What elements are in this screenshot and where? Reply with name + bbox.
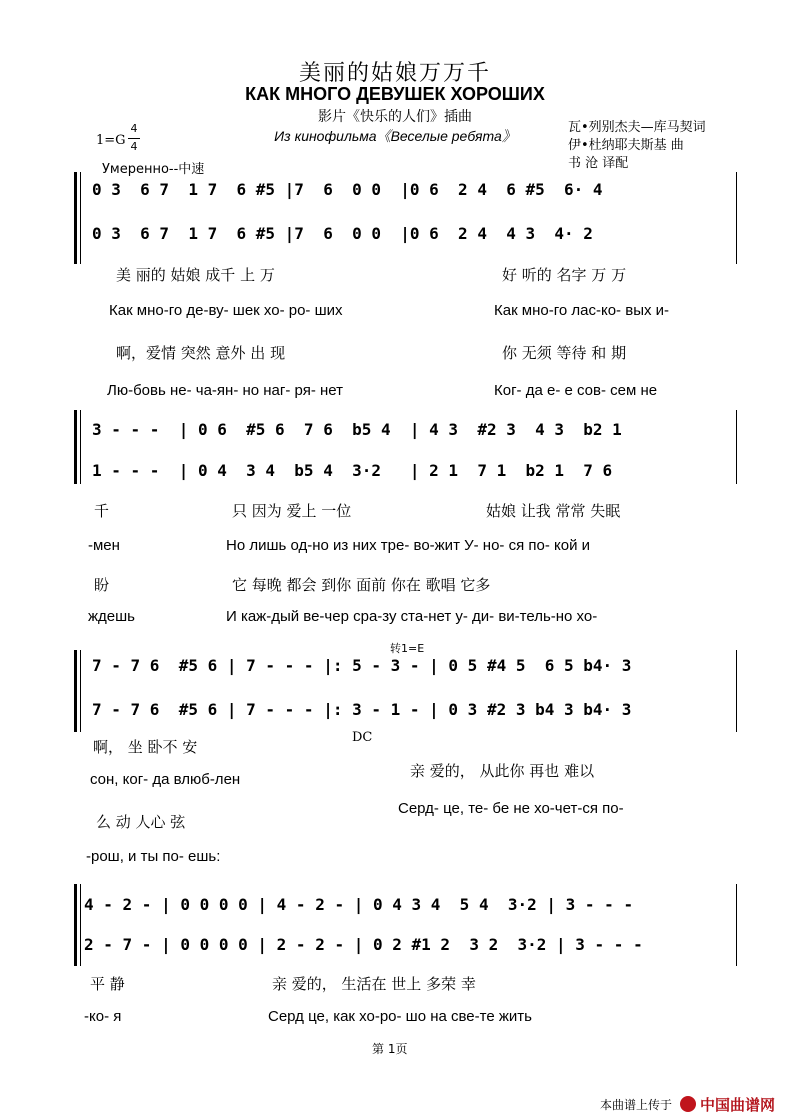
lyric-line: 盼	[94, 576, 110, 594]
lyric-line-russian: Серд- це, те- бе не хо-чет-ся по-	[398, 800, 624, 817]
upper-voice-notes: 4 - 2 - | 0 0 0 0 | 4 - 2 - | 0 4 3 4 5 4 3·2 | 3 - - -	[84, 895, 634, 914]
lyric-line: 它 每晚 都会 到你 面前 你在 歌唱 它多	[232, 576, 491, 594]
lyric-line: 啊， 坐 卧不 安	[93, 738, 198, 756]
lyric-line: 只 因为 爱上 一位	[232, 502, 352, 520]
lyric-line-russian: -ко- я	[84, 1008, 122, 1025]
key-signature: 1=G	[96, 133, 126, 148]
upper-voice-notes: 7 - 7 6 #5 6 | 7 - - - |: 5 - 3 - | 0 5 #4 5 6 5 b4· 3	[92, 656, 632, 675]
lyric-line: 平 静	[90, 975, 125, 993]
lyric-line: 你 无须 等待 和 期	[502, 344, 627, 362]
lyric-line: 千	[94, 502, 110, 520]
lyric-line-russian: Но лишь од-но из них тре- во-жит У- но- ся по- кой и	[226, 537, 590, 554]
lyric-line-russian: -мен	[88, 537, 120, 554]
system-bracket	[74, 410, 77, 484]
lyric-line-russian: ждешь	[88, 608, 135, 625]
modulation-marking: 转1=E	[390, 642, 425, 655]
da-capo-marking: DC	[352, 730, 373, 745]
lyric-line: 啊，爱情 突然 意外 出 现	[116, 344, 286, 362]
system-bracket	[74, 884, 77, 966]
lower-voice-notes: 7 - 7 6 #5 6 | 7 - - - |: 3 - 1 - | 0 3 #2 3 b4 3 b4· 3	[92, 700, 632, 719]
lyric-line-russian: И каж-дый ве-чер сра-зу ста-нет у- ди- ви-тель-но хо-	[226, 608, 598, 625]
lyric-line-russian: Ког- да е- е сов- сем не	[494, 382, 658, 399]
page-number: 第 1页	[372, 1042, 408, 1056]
lyric-line: 亲 爱的， 从此你 再也 难以	[410, 762, 595, 780]
site-logo-text: 中国曲谱网	[700, 1096, 776, 1114]
lyric-line: 好 听的 名字 万 万	[502, 266, 627, 284]
system-bracket	[74, 172, 77, 264]
lyric-line: 姑娘 让我 常常 失眠	[486, 502, 621, 520]
lyric-line-russian: Лю-бовь не- ча-ян- но наг- ря- нет	[107, 382, 343, 399]
time-signature-top: 4	[130, 122, 138, 135]
film-subtitle-chinese: 影片《快乐的人们》插曲	[318, 109, 472, 125]
lyric-line: 美 丽的 姑娘 成千 上 万	[116, 266, 275, 284]
lower-voice-notes: 0 3 6 7 1 7 6 #5 |7 6 0 0 |0 6 2 4 4 3 4· 2	[92, 224, 593, 243]
lyric-line-russian: сон, ког- да влюб-лен	[90, 771, 241, 788]
system-bracket	[74, 650, 77, 732]
song-title-chinese: 美丽的姑娘万万千	[298, 61, 491, 86]
lower-voice-notes: 1 - - - | 0 4 3 4 b5 4 3·2 | 2 1 7 1 b2 1 7 6	[92, 461, 613, 480]
lyric-line-russian: Как мно-го де-ву- шек хо- ро- ших	[109, 302, 343, 319]
lyric-line: 亲 爱的， 生活在 世上 多荣 幸	[272, 975, 476, 993]
lyric-line-russian: Как мно-го лас-ко- вых и-	[494, 302, 670, 319]
upper-voice-notes: 3 - - - | 0 6 #5 6 7 6 b5 4 | 4 3 #2 3 4 3 b2 1	[92, 420, 622, 439]
translator-credit: 书 沧 译配	[568, 156, 629, 171]
tempo-marking: Умеренно--中速	[102, 162, 205, 177]
time-signature-bottom: 4	[130, 140, 138, 153]
lower-voice-notes: 2 - 7 - | 0 0 0 0 | 2 - 2 - | 0 2 #1 2 3 2 3·2 | 3 - - -	[84, 935, 643, 954]
lyric-line-russian: Серд це, как хо-ро- шо на све-те жить	[268, 1008, 532, 1025]
upload-notice: 本曲谱上传于	[600, 1098, 673, 1112]
upper-voice-notes: 0 3 6 7 1 7 6 #5 |7 6 0 0 |0 6 2 4 6 #5 6· 4	[92, 180, 603, 199]
site-logo-icon	[680, 1096, 696, 1112]
composer-credit: 伊•杜纳耶夫斯基 曲	[568, 138, 684, 153]
lyric-line-russian: -рош, и ты по- ешь:	[86, 848, 221, 865]
lyric-line: 么 动 人心 弦	[96, 813, 186, 831]
lyricist-credit: 瓦•列别杰夫—库马契词	[568, 120, 706, 135]
song-title-russian: КАК МНОГО ДЕВУШЕК ХОРОШИХ	[245, 84, 545, 104]
film-subtitle-russian: Из кинофильма《Веселые ребята》	[274, 128, 516, 144]
